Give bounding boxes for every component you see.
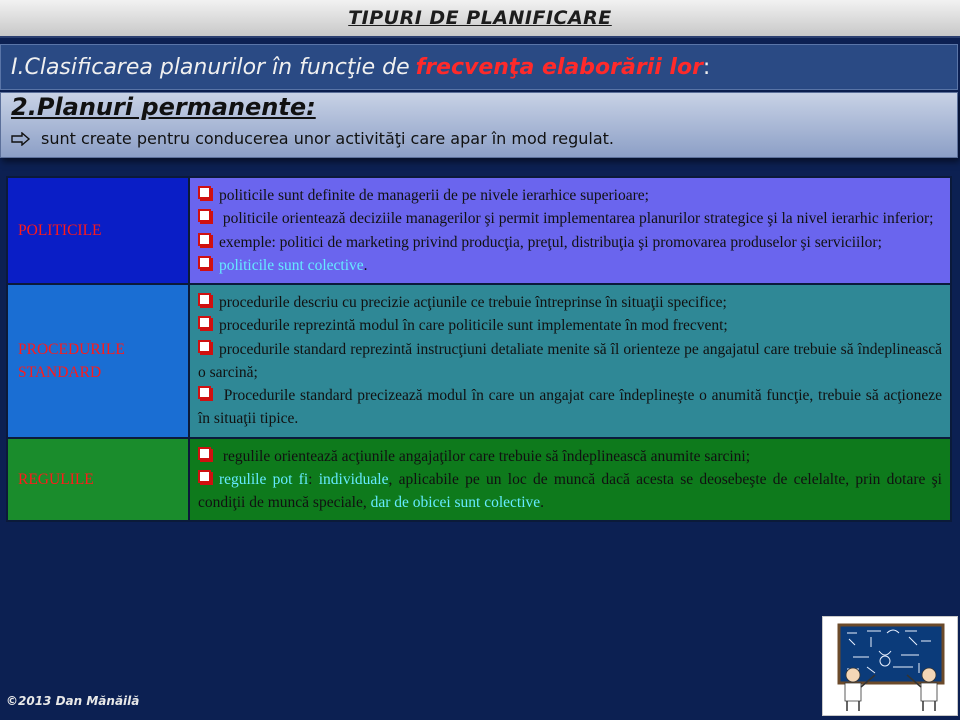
- subtitle-suffix: :: [702, 54, 711, 80]
- list-item: [198, 338, 942, 385]
- table-row: [7, 284, 951, 438]
- list-item-text: regulile orientează acţiunile angajaţilor care trebuie să îndeplinească anumite sarcini;: [219, 447, 751, 465]
- subtitle-prefix: I.Clasificarea planurilor în funcţie de: [11, 54, 410, 80]
- row-label-procedurile: PROCEDURILE STANDARD: [7, 284, 189, 438]
- list-item-text: procedurile standard reprezintă instrucţiuni detaliate menite să îl orienteze pe angajatul care trebuie să îndeplinească o sarcină;: [198, 340, 942, 381]
- subtitle-highlight: frecvenţa elaborării lor: [415, 54, 703, 80]
- list-item-text: .: [540, 494, 545, 511]
- table-row: [7, 177, 951, 284]
- title-bar: [0, 0, 960, 38]
- checkbox-bullet-icon: [198, 209, 211, 222]
- list-item-text: politicile sunt definite de managerii de pe nivele ierarhice superioare;: [219, 187, 649, 204]
- page-title: TIPURI DE PLANIFICARE: [348, 7, 612, 29]
- list-item-text: :: [308, 470, 319, 488]
- list-item-highlight: individuale: [318, 470, 389, 488]
- subtitle-bar: [0, 44, 958, 90]
- list-item: [198, 231, 942, 254]
- checkbox-bullet-icon: [198, 447, 211, 460]
- list-item-highlight: dar de obicei sunt colective: [370, 494, 541, 511]
- row-label-regulile: REGULILE: [7, 438, 189, 522]
- checkbox-bullet-icon: [198, 293, 211, 306]
- row-content-politicile: [189, 177, 951, 284]
- checkbox-bullet-icon: [198, 316, 211, 329]
- list-item: [198, 207, 942, 230]
- section-box: [0, 92, 958, 158]
- list-item: [198, 314, 942, 337]
- checkbox-bullet-icon: [198, 340, 211, 353]
- list-item: [198, 254, 942, 277]
- list-item: [198, 468, 942, 515]
- list-item-text: .: [363, 256, 368, 274]
- checkbox-bullet-icon: [198, 256, 211, 269]
- list-item: [198, 291, 942, 314]
- copyright-footer: ©2013 Dan Mănăilă: [6, 694, 140, 708]
- section-line: [11, 129, 614, 148]
- list-item-text: Procedurile standard precizează modul în care un angajat care îndeplineşte o anumită funcţie, trebuie să acţioneze în situaţii tipice.: [198, 387, 942, 428]
- blackboard-cartoon-image: [822, 616, 958, 716]
- list-item-text: exemple: politici de marketing privind producţia, preţul, distribuţia şi promovarea produselor şi serviciilor;: [219, 233, 882, 251]
- list-item-text: procedurile reprezintă modul în care politicile sunt implementate în mod frecvent;: [219, 317, 728, 335]
- list-item: [198, 184, 942, 207]
- row-label-politicile: POLITICILE: [7, 177, 189, 284]
- list-item-text: , aplicabile pe un loc de muncă dacă acesta se deosebeşte de celelalte, prin dotare şi condiţii de muncă speciale,: [198, 470, 942, 511]
- section-heading: 2.Planuri permanente:: [11, 93, 316, 121]
- list-item: [198, 384, 942, 431]
- row-content-regulile: [189, 438, 951, 522]
- list-item: [198, 445, 942, 468]
- planning-table: [6, 176, 952, 522]
- checkbox-bullet-icon: [198, 470, 211, 483]
- row-content-procedurile: [189, 284, 951, 438]
- checkbox-bullet-icon: [198, 386, 211, 399]
- list-item-highlight: politicile sunt colective: [219, 256, 364, 274]
- section-description: sunt create pentru conducerea unor activităţi care apar în mod regulat.: [41, 129, 614, 148]
- checkbox-bullet-icon: [198, 233, 211, 246]
- list-item-text: procedurile descriu cu precizie acţiunile ce trebuie întreprinse în situaţii specifice;: [219, 294, 727, 311]
- table-row: [7, 438, 951, 522]
- right-arrow-icon: [11, 132, 31, 146]
- checkbox-bullet-icon: [198, 186, 211, 199]
- list-item-highlight: regulile pot fi: [219, 470, 309, 488]
- list-item-text: politicile orientează deciziile managerilor şi permit implementarea planurilor strategice şi la nivel ierarhic inferior;: [219, 210, 934, 228]
